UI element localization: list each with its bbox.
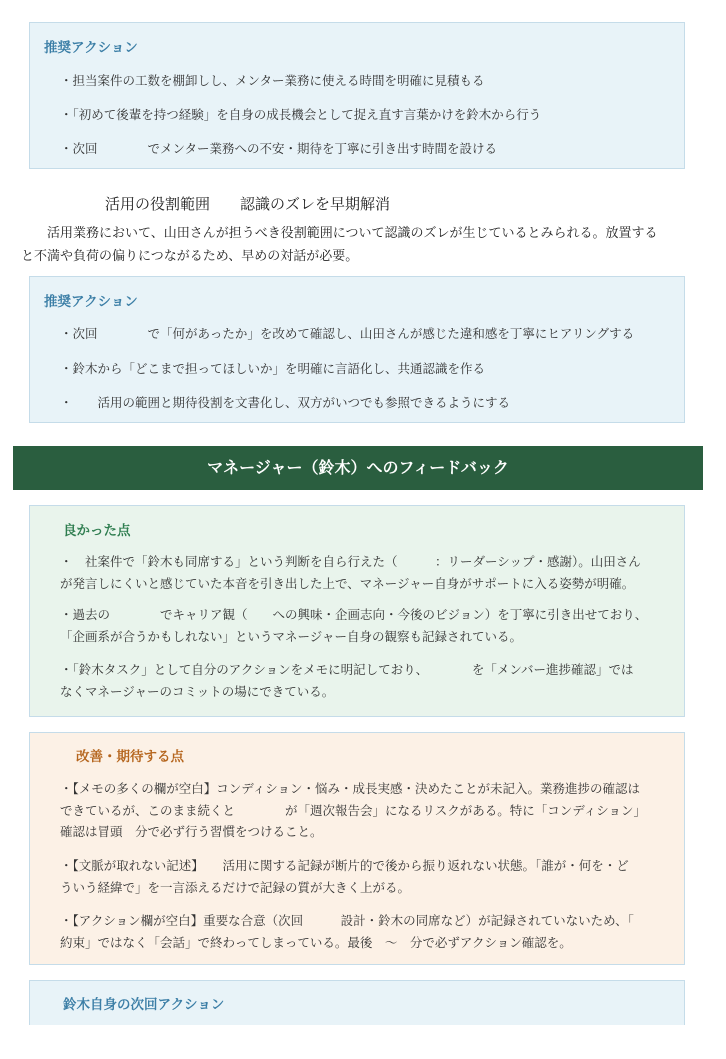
list-item: ・「初めて後輩を持つ経験」を自身の成長機会として捉え直す言葉かけを鈴木から行う	[60, 107, 542, 122]
list-item: ・「鈴木タスク」として自分のアクションをメモに明記しており、 を「メンバー進捗確認」では なくマネージャーのコミットの場にできている。	[60, 662, 634, 699]
box-title: 推奨アクション	[44, 40, 138, 56]
issue-heading: 活用の役割範囲 認識のズレを早期解消	[90, 195, 391, 213]
box-title: 鈴木自身の次回アクション	[63, 997, 225, 1013]
list-item: ・【アクション欄が空白】重要な合意（次回 設計・鈴木の同席など）が記録されていないため、「 約束」ではなく「会話」で終わってしまっている。最後 〜 分で必ずアクション確認を。	[60, 913, 634, 950]
improvement-points-box	[29, 732, 685, 965]
issue-body	[21, 222, 657, 268]
next-actions-box	[29, 980, 685, 1025]
list-item: ・次回 でメンター業務への不安・期待を丁寧に引き出す時間を設ける	[60, 141, 498, 156]
recommended-actions-box-1	[29, 22, 685, 169]
recommended-actions-box-2	[29, 276, 685, 423]
list-item: ・次回 で「何があったか」を改めて確認し、山田さんが感じた違和感を丁寧にヒアリングする	[60, 326, 635, 341]
box-title: 推奨アクション	[44, 294, 138, 310]
list-item: ・担当案件の工数を棚卸しし、メンター業務に使える時間を明確に見積もる	[60, 73, 485, 88]
list-item: ・鈴木から「どこまで担ってほしいか」を明確に言語化し、共通認識を作る	[60, 361, 486, 376]
section-banner: マネージャー（鈴木）へのフィードバック	[13, 446, 703, 490]
list-item: ・ 社案件で「鈴木も同席する」という判断を自ら行えた（ ：リーダーシップ・感謝）。山田さん が発言しにくいと感じていた本音を引き出した上で、マネージャー自身がサポートに入る姿勢が明確。	[60, 554, 641, 591]
list-item: ・過去の でキャリア観（ への興味・企画志向・今後のビジョン）を丁寧に引き出せており、 「企画系が合うかもしれない」というマネージャー自身の観察も記録されている。	[60, 607, 648, 644]
box-title: 良かった点	[63, 523, 131, 539]
list-item: ・ 活用の範囲と期待役割を文書化し、双方がいつでも参照できるようにする	[60, 395, 511, 410]
good-points-box	[29, 505, 685, 717]
box-title: 改善・期待する点	[76, 749, 184, 765]
text-line: 活用業務において、山田さんが担うべき役割範囲について認識のズレが生じているとみられる。放置する	[21, 226, 658, 241]
list-item: ・【文脈が取れない記述】 活用に関する記録が断片的で後から振り返れない状態。「誰が・何を・ど ういう経緯で」を一言添えるだけで記録の質が大きく上がる。	[60, 858, 629, 895]
text-line: と不満や負荷の偏りにつながるため、早めの対話が必要。	[21, 249, 359, 264]
list-item: ・【メモの多くの欄が空白】コンディション・悩み・成長実感・決めたことが未記入。業務進捗の確認は できているが、このまま続くと が「週次報告会」になるリスクがある。特に「コンディション」 確認は冒頭 分で必ず行う習慣をつけること。	[60, 781, 647, 839]
